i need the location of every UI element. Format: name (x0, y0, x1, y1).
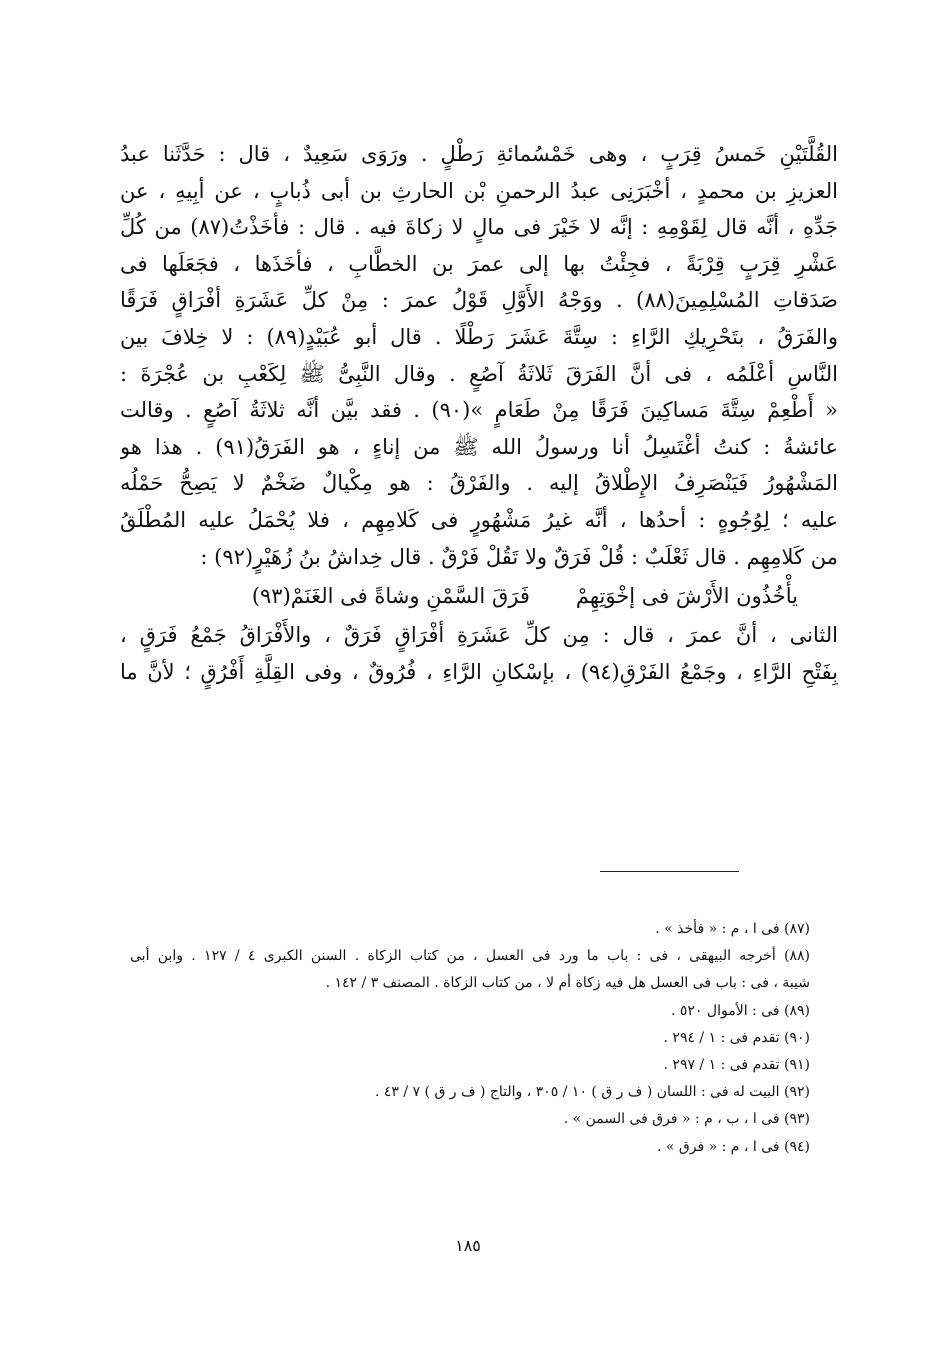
footnote-separator (600, 871, 739, 872)
text-line: والفَرَقُ ، بتَحْرِيكِ الرَّاءِ : سِتَّةَ عَشَرَ رَطْلًا . قال أبو عُبَيْدٍ(٨٩) : لا خِلافَ بين (120, 324, 838, 349)
text-line: بِفَتْحِ الرَّاءِ ، وجَمْعُ الفَرْقِ(٩٤) ، بإسْكانِ الرَّاءِ ، فُرُوقٌ ، وفى القِلَّةِ أَفْرُقٍ ؛ لأنَّ ما (120, 659, 838, 684)
footnote: (٩٠) تقدم فى : ١ / ٢٩٤ . (663, 1029, 810, 1046)
verse-first-hemistich: يأْخُذُون الأَرْشَ فى إخْوَتِهِمْ (575, 584, 798, 609)
footnote: (٩١) تقدم فى : ١ / ٢٩٧ . (663, 1056, 810, 1073)
verse-gap (530, 575, 576, 617)
footnote: (٩٤) فى ا ، م : « فرق » . (656, 1138, 810, 1155)
poetry-verse (120, 575, 838, 617)
verse-second-hemistich: فَرَقَ السَّمْنِ وشاةً فى الغَنَمْ(٩٣) (251, 584, 530, 609)
footnote: (٨٩) فى : الأموال ٥٢٠ . (671, 1002, 810, 1019)
text-line: « أَطْعِمْ سِتَّةَ مَساكِينَ فَرَقًا مِنْ طَعَامٍ »(٩٠) . فقد بيَّن أنَّه ثلاثَةُ آصُعٍ . وقالت (120, 398, 838, 423)
text-line: عليه ؛ لِوُجُوهٍ : أحدُها ، أنَّه غيرُ مَشْهُورٍ فى كَلامِهِم ، فلا يُحْمَلُ عليه المُطْلَقُ (120, 507, 838, 532)
footnote: (٩٢) البيت له فى : اللسان ( ف ر ق ) ١٠ / ٣٠٥ ، والتاج ( ف ر ق ) ٧ / ٤٣ . (375, 1084, 810, 1101)
text-line: من كَلامِهِم . قال ثَعْلَبٌ : قُلْ فَرَقٌ ولا تَقُلْ فَرْقٌ . قال خِداشُ بنُ زُهَيْرٍ(٩٢) : (200, 544, 838, 569)
text-line: صَدَقاتِ المُسْلِمِينَ(٨٨) . ووَجْهُ الأَوَّلِ قَوْلُ عمرَ : مِنْ كلِّ عَشَرَةِ أفْرَاقٍ فَرَقًا (120, 288, 838, 313)
text-line: العزيزِ بن محمدٍ ، أخْبَرَنِى عبدُ الرحمنِ بْن الحارثِ بن أبى ذُبابٍ ، عن أبِيهِ ، عن (120, 178, 838, 203)
text-line: المَشْهُورُ فَيَنْصَرِفُ الإِطْلاقُ إليه . والفَرْقُ : هو مِكْيالٌ ضَخْمٌ لا يَصِحُّ حَمْلُه (120, 471, 838, 496)
text-line: القُلَّتَيْنِ خَمسُ قِرَبٍ ، وهى خَمْسُمائةِ رَطْلٍ . ورَوَى سَعِيدٌ ، قال : حَدَّثَنا عبدُ (120, 142, 838, 166)
footnote: (٨٨) أخرجه البيهقى ، فى : باب ما ورد فى العسل ، من كتاب الزكاة . السنن الكبرى ٤ / ١٢٧ . وابن أبى (130, 948, 810, 965)
footnotes-block (130, 916, 810, 1161)
text-line: النَّاسِ أعْلَمُه ، فى أنَّ الفَرَقَ ثَلاثَةُ آصُعٍ . وقال النَّبِىُّ ﷺ لِكَعْبِ بن عُجْرَةَ : (120, 361, 838, 386)
text-line: عائشةُ : كنتُ أغْتَسِلُ أنا ورسولُ الله ﷺ من إناءٍ ، هو الفَرَقُ(٩١) . هذا هو (120, 434, 838, 459)
text-line: جَدِّهِ ، أنَّه قال لِقَوْمِهِ : إنَّه لا خَيْرَ فى مالٍ لا زكاةَ فيه . قال : فأخَذْتُ(٨٧) من كُلِّ (120, 215, 838, 240)
page-number: ١٨٥ (455, 1236, 481, 1255)
text-line: الثانى ، أنَّ عمرَ ، قال : مِن كلِّ عَشَرَةِ أفْرَاقٍ فَرَقٌ ، والأَفْرَاقُ جَمْعُ فَرَقٍ ، (120, 623, 838, 648)
footnote: (٨٧) فى ا ، م : « فأخذ » . (655, 921, 810, 937)
main-text-block (120, 136, 838, 690)
footnote: (٩٣) فى ا ، ب ، م : « فرق فى السمن » . (563, 1111, 810, 1128)
footnote-continuation: شيبة ، فى : باب فى العسل هل فيه زكاة أم لا ، من كتاب الزكاة . المصنف ٣ / ١٤٢ . (325, 975, 810, 992)
text-line: عَشْرِ قِرَبٍ قِرْبَةً ، فجِئْتُ بها إلى عمرَ بن الخطَّابِ ، فأخَذَها ، فجَعَلَها فى (120, 251, 838, 276)
